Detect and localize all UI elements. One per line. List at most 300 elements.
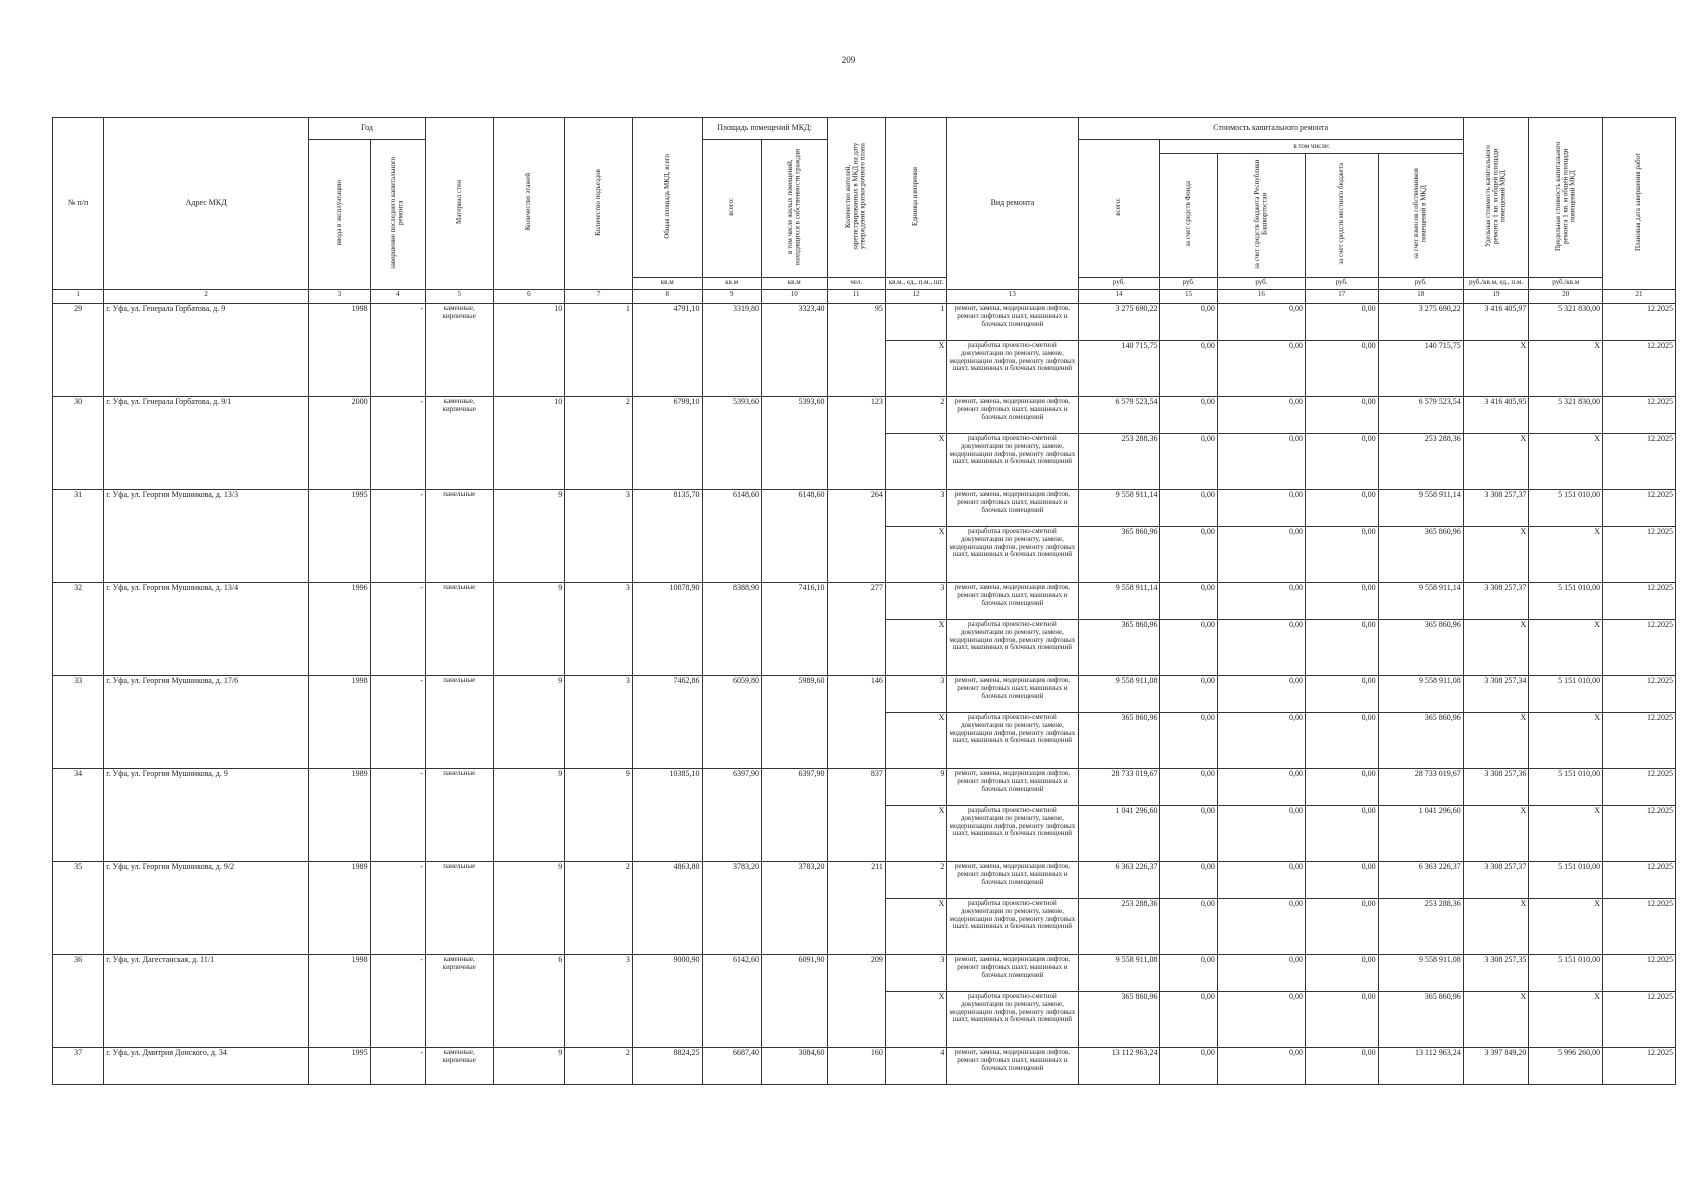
cost-fund-cell: 0,00 [1160,1047,1217,1084]
cost-republic-cell: 0,00 [1217,433,1305,489]
cost-owners-cell: 6 579 523,54 [1378,396,1463,433]
last-repair-cell: - [370,582,425,675]
col-owners-header: за счет взносов собственников помещений в МКД [1378,154,1463,278]
cost-total-cell: 9 558 911,08 [1078,675,1160,712]
unit-value-cell: 3 [885,582,946,619]
column-number-cell: 12 [885,289,946,303]
cost-fund-cell: 0,00 [1160,303,1217,340]
column-number-cell: 16 [1217,289,1305,303]
entrances-cell: 3 [565,582,633,675]
col-address-header: Адрес МКД [104,118,309,290]
year-commission-cell: 1998 [309,954,370,1047]
planned-date-cell: 12.2025 [1603,768,1676,805]
cost-owners-cell: 365 860,96 [1378,619,1463,675]
planned-date-cell: 12.2025 [1603,675,1676,712]
planned-date-cell: 12.2025 [1603,954,1676,991]
wall-material-cell: панельные [425,675,493,768]
cost-owners-cell: 365 860,96 [1378,712,1463,768]
col-cost-group-header: Стоимость капитального ремонта [1078,118,1463,140]
unit-cell: чел. [827,277,885,289]
address-cell: г. Уфа, ул. Георгия Мушникова, д. 9 [104,768,309,861]
repair-type-cell: разработка проектно-сметной документации по ремонту, замене, модернизации лифтов, ремонту лифтовых шахт, машинных и блочных помещений [947,712,1078,768]
wall-material-cell: каменные, кирпичные [425,954,493,1047]
cost-owners-cell: 253 288,36 [1378,433,1463,489]
row-number-cell: 35 [53,861,104,954]
residents-cell: 160 [827,1047,885,1084]
cost-fund-cell: 0,00 [1160,619,1217,675]
max-cost-cell: 5 151 010,00 [1529,489,1603,526]
cost-fund-cell: 0,00 [1160,582,1217,619]
capital-repair-table [52,117,1676,1085]
max-cost-cell: Х [1529,340,1603,396]
cost-local-cell: 0,00 [1305,805,1378,861]
entrances-cell: 3 [565,954,633,1047]
unit-cell: руб. [1305,277,1378,289]
specific-cost-cell: 3 308 257,37 [1463,582,1529,619]
cost-fund-cell: 0,00 [1160,433,1217,489]
repair-type-cell: ремонт, замена, модернизация лифтов, ремонт лифтовых шахт, машинных и блочных помещений [947,489,1078,526]
repair-type-cell: ремонт, замена, модернизация лифтов, ремонт лифтовых шахт, машинных и блочных помещений [947,582,1078,619]
max-cost-cell: Х [1529,898,1603,954]
column-number-cell: 4 [370,289,425,303]
cost-local-cell: 0,00 [1305,991,1378,1047]
planned-date-cell: 12.2025 [1603,619,1676,675]
cost-local-cell: 0,00 [1305,619,1378,675]
unit-value-cell: 3 [885,489,946,526]
cost-owners-cell: 3 275 690,22 [1378,303,1463,340]
cost-republic-cell: 0,00 [1217,954,1305,991]
premises-own-cell: 3084,60 [761,1047,827,1084]
cost-total-cell: 9 558 911,14 [1078,582,1160,619]
premises-total-cell: 6142,60 [702,954,761,1047]
floors-cell: 9 [493,582,565,675]
max-cost-cell: Х [1529,712,1603,768]
cost-total-cell: 1 041 296,60 [1078,805,1160,861]
specific-cost-cell: Х [1463,526,1529,582]
floors-cell: 9 [493,1047,565,1084]
planned-date-cell: 12.2025 [1603,433,1676,489]
cost-total-cell: 365 860,96 [1078,619,1160,675]
cost-fund-cell: 0,00 [1160,340,1217,396]
last-repair-cell: - [370,954,425,1047]
row-number-cell: 34 [53,768,104,861]
max-cost-cell: 5 151 010,00 [1529,861,1603,898]
residents-cell: 123 [827,396,885,489]
unit-cell: кв.м [702,277,761,289]
cost-owners-cell: 9 558 911,14 [1378,489,1463,526]
cost-fund-cell: 0,00 [1160,805,1217,861]
col-unit-header: Единица измерения [885,118,946,278]
max-cost-cell: Х [1529,526,1603,582]
cost-total-cell: 9 558 911,14 [1078,489,1160,526]
max-cost-cell: 5 321 830,00 [1529,396,1603,433]
col-specific-cost-header: Удельная стоимость капитального ремонта 1 кв. м общей площади помещений МКД [1463,118,1529,278]
unit-cell: руб. [1160,277,1217,289]
repair-type-cell: разработка проектно-сметной документации по ремонту, замене, модернизации лифтов, ремонту лифтовых шахт, машинных и блочных помещений [947,805,1078,861]
cost-republic-cell: 0,00 [1217,489,1305,526]
cost-local-cell: 0,00 [1305,898,1378,954]
row-number-cell: 31 [53,489,104,582]
specific-cost-cell: 3 416 405,95 [1463,396,1529,433]
column-number-cell: 11 [827,289,885,303]
last-repair-cell: - [370,489,425,582]
max-cost-cell: Х [1529,619,1603,675]
specific-cost-cell: 3 308 257,36 [1463,768,1529,805]
specific-cost-cell: Х [1463,898,1529,954]
max-cost-cell: 5 151 010,00 [1529,768,1603,805]
repair-type-cell: разработка проектно-сметной документации по ремонту, замене, модернизации лифтов, ремонту лифтовых шахт, машинных и блочных помещений [947,433,1078,489]
cost-republic-cell: 0,00 [1217,861,1305,898]
repair-type-cell: ремонт, замена, модернизация лифтов, ремонт лифтовых шахт, машинных и блочных помещений [947,303,1078,340]
cost-fund-cell: 0,00 [1160,954,1217,991]
column-number-cell: 17 [1305,289,1378,303]
table-row [53,489,1676,526]
address-cell: г. Уфа, ул. Генерала Горбатова, д. 9 [104,303,309,396]
unit-cell: кв.м [632,277,702,289]
cost-local-cell: 0,00 [1305,340,1378,396]
last-repair-cell: - [370,396,425,489]
cost-owners-cell: 28 733 019,67 [1378,768,1463,805]
floors-cell: 10 [493,303,565,396]
wall-material-cell: каменные, кирпичные [425,1047,493,1084]
planned-date-cell: 12.2025 [1603,1047,1676,1084]
column-number-cell: 7 [565,289,633,303]
premises-total-cell: 6397,90 [702,768,761,861]
table-row [53,768,1676,805]
unit-value-cell: 1 [885,303,946,340]
cost-republic-cell: 0,00 [1217,712,1305,768]
unit-cell: руб. [1078,277,1160,289]
last-repair-cell: - [370,768,425,861]
col-premises-total-header: всего: [702,140,761,278]
cost-total-cell: 6 579 523,54 [1078,396,1160,433]
row-number-cell: 29 [53,303,104,396]
max-cost-cell: 5 996 260,00 [1529,1047,1603,1084]
cost-local-cell: 0,00 [1305,526,1378,582]
unit-cell: руб. [1217,277,1305,289]
column-number-cell: 10 [761,289,827,303]
cost-republic-cell: 0,00 [1217,991,1305,1047]
cost-local-cell: 0,00 [1305,768,1378,805]
table-row [53,675,1676,712]
cost-total-cell: 253 288,36 [1078,898,1160,954]
entrances-cell: 1 [565,303,633,396]
specific-cost-cell: Х [1463,433,1529,489]
residents-cell: 837 [827,768,885,861]
cost-fund-cell: 0,00 [1160,768,1217,805]
specific-cost-cell: Х [1463,712,1529,768]
cost-owners-cell: 9 558 911,08 [1378,675,1463,712]
planned-date-cell: 12.2025 [1603,805,1676,861]
unit-value-cell: Х [885,340,946,396]
col-cost-total-header: всего: [1078,140,1160,278]
address-cell: г. Уфа, ул. Георгия Мушникова, д. 17/6 [104,675,309,768]
max-cost-cell: 5 151 010,00 [1529,954,1603,991]
unit-cell: руб./кв.м [1529,277,1603,289]
column-number-cell: 1 [53,289,104,303]
planned-date-cell: 12.2025 [1603,861,1676,898]
page-number: 209 [841,55,856,65]
column-number-cell: 14 [1078,289,1160,303]
repair-type-cell: разработка проектно-сметной документации по ремонту, замене, модернизации лифтов, ремонту лифтовых шахт, машинных и блочных помещений [947,340,1078,396]
premises-own-cell: 3323,40 [761,303,827,396]
cost-fund-cell: 0,00 [1160,396,1217,433]
total-area-cell: 8135,70 [632,489,702,582]
unit-value-cell: Х [885,898,946,954]
premises-own-cell: 7416,10 [761,582,827,675]
unit-value-cell: 3 [885,675,946,712]
last-repair-cell: - [370,303,425,396]
table-row [53,303,1676,340]
unit-value-cell: Х [885,991,946,1047]
repair-type-cell: ремонт, замена, модернизация лифтов, ремонт лифтовых шахт, машинных и блочных помещений [947,954,1078,991]
col-year-last-repair-header: завершение последнего капитального ремонта [370,140,425,290]
cost-total-cell: 140 715,75 [1078,340,1160,396]
col-premises-own-header: в том числе жилых помещений, находящихся в собственности граждан [761,140,827,278]
cost-fund-cell: 0,00 [1160,489,1217,526]
col-premises-group-header: Площадь помещений МКД: [702,118,827,140]
cost-local-cell: 0,00 [1305,582,1378,619]
cost-owners-cell: 9 558 911,08 [1378,954,1463,991]
residents-cell: 211 [827,861,885,954]
unit-value-cell: Х [885,805,946,861]
entrances-cell: 9 [565,768,633,861]
repair-type-cell: разработка проектно-сметной документации по ремонту, замене, модернизации лифтов, ремонту лифтовых шахт, машинных и блочных помещений [947,898,1078,954]
address-cell: г. Уфа, ул. Генерала Горбатова, д. 9/1 [104,396,309,489]
table-row [53,396,1676,433]
cost-republic-cell: 0,00 [1217,396,1305,433]
premises-total-cell: 3319,80 [702,303,761,396]
column-number-cell: 13 [947,289,1078,303]
unit-cell: кв.м., ед., п.м., шт. [885,277,946,289]
cost-local-cell: 0,00 [1305,861,1378,898]
planned-date-cell: 12.2025 [1603,712,1676,768]
total-area-cell: 6799,10 [632,396,702,489]
wall-material-cell: панельные [425,582,493,675]
repair-type-cell: ремонт, замена, модернизация лифтов, ремонт лифтовых шахт, машинных и блочных помещений [947,768,1078,805]
cost-local-cell: 0,00 [1305,396,1378,433]
year-commission-cell: 2000 [309,396,370,489]
year-commission-cell: 1995 [309,489,370,582]
total-area-cell: 8824,25 [632,1047,702,1084]
row-number-cell: 30 [53,396,104,489]
max-cost-cell: 5 321 830,00 [1529,303,1603,340]
col-local-budget-header: за счет средств местного бюджета [1305,154,1378,278]
year-commission-cell: 1998 [309,675,370,768]
column-number-cell: 2 [104,289,309,303]
unit-value-cell: 2 [885,861,946,898]
unit-value-cell: 2 [885,396,946,433]
last-repair-cell: - [370,861,425,954]
max-cost-cell: Х [1529,991,1603,1047]
cost-owners-cell: 13 112 963,24 [1378,1047,1463,1084]
cost-republic-cell: 0,00 [1217,526,1305,582]
col-max-cost-header: Предельная стоимость капитального ремонта 1 кв. м общей площади помещений МКД [1529,118,1603,278]
cost-local-cell: 0,00 [1305,489,1378,526]
cost-republic-cell: 0,00 [1217,619,1305,675]
address-cell: г. Уфа, ул. Дагестанская, д. 11/1 [104,954,309,1047]
residents-cell: 146 [827,675,885,768]
entrances-cell: 2 [565,861,633,954]
max-cost-cell: 5 151 010,00 [1529,675,1603,712]
total-area-cell: 9000,90 [632,954,702,1047]
planned-date-cell: 12.2025 [1603,303,1676,340]
wall-material-cell: панельные [425,861,493,954]
col-residents-header: Количество жителей, зарегистрированных в МКД на дату утверждения краткосрочного плана [827,118,885,278]
column-number-cell: 8 [632,289,702,303]
last-repair-cell: - [370,675,425,768]
col-year-commission-header: ввода в эксплуатацию [309,140,370,290]
residents-cell: 277 [827,582,885,675]
address-cell: г. Уфа, ул. Георгия Мушникова, д. 9/2 [104,861,309,954]
cost-owners-cell: 1 041 296,60 [1378,805,1463,861]
unit-value-cell: Х [885,526,946,582]
cost-fund-cell: 0,00 [1160,526,1217,582]
repair-type-cell: разработка проектно-сметной документации по ремонту, замене, модернизации лифтов, ремонту лифтовых шахт, машинных и блочных помещений [947,526,1078,582]
total-area-cell: 10878,90 [632,582,702,675]
column-number-cell: 19 [1463,289,1529,303]
cost-total-cell: 365 860,96 [1078,526,1160,582]
address-cell: г. Уфа, ул. Дмитрия Донского, д. 34 [104,1047,309,1084]
planned-date-cell: 12.2025 [1603,489,1676,526]
planned-date-cell: 12.2025 [1603,991,1676,1047]
repair-type-cell: ремонт, замена, модернизация лифтов, ремонт лифтовых шахт, машинных и блочных помещений [947,1047,1078,1084]
entrances-cell: 2 [565,1047,633,1084]
col-floors-header: Количество этажей [493,118,565,290]
cost-total-cell: 9 558 911,08 [1078,954,1160,991]
cost-republic-cell: 0,00 [1217,768,1305,805]
total-area-cell: 10385,10 [632,768,702,861]
residents-cell: 209 [827,954,885,1047]
table-row [53,861,1676,898]
premises-own-cell: 5393,60 [761,396,827,489]
wall-material-cell: каменные, кирпичные [425,396,493,489]
col-fund-header: за счет средств Фонда [1160,154,1217,278]
cost-total-cell: 13 112 963,24 [1078,1047,1160,1084]
cost-local-cell: 0,00 [1305,1047,1378,1084]
address-cell: г. Уфа, ул. Георгия Мушникова, д. 13/3 [104,489,309,582]
planned-date-cell: 12.2025 [1603,582,1676,619]
premises-own-cell: 6091,90 [761,954,827,1047]
year-commission-cell: 1989 [309,861,370,954]
table-row [53,954,1676,991]
cost-fund-cell: 0,00 [1160,898,1217,954]
planned-date-cell: 12.2025 [1603,526,1676,582]
entrances-cell: 3 [565,489,633,582]
premises-own-cell: 5989,60 [761,675,827,768]
premises-own-cell: 6397,90 [761,768,827,861]
row-number-cell: 37 [53,1047,104,1084]
planned-date-cell: 12.2025 [1603,898,1676,954]
last-repair-cell: - [370,1047,425,1084]
year-commission-cell: 1998 [309,303,370,396]
wall-material-cell: каменные, кирпичные [425,303,493,396]
specific-cost-cell: 3 308 257,35 [1463,954,1529,991]
year-commission-cell: 1995 [309,1047,370,1084]
premises-total-cell: 6148,60 [702,489,761,582]
col-including-header: в том числе: [1160,140,1463,154]
premises-total-cell: 6059,80 [702,675,761,768]
address-cell: г. Уфа, ул. Георгия Мушникова, д. 13/4 [104,582,309,675]
premises-total-cell: 3783,20 [702,861,761,954]
column-number-cell: 15 [1160,289,1217,303]
table-row [53,1047,1676,1084]
col-planned-date-header: Плановая дата завершения работ [1603,118,1676,290]
row-number-cell: 36 [53,954,104,1047]
column-number-cell: 3 [309,289,370,303]
cost-fund-cell: 0,00 [1160,991,1217,1047]
specific-cost-cell: 3 397 849,20 [1463,1047,1529,1084]
repair-type-cell: ремонт, замена, модернизация лифтов, ремонт лифтовых шахт, машинных и блочных помещений [947,675,1078,712]
repair-type-cell: разработка проектно-сметной документации по ремонту, замене, модернизации лифтов, ремонту лифтовых шахт, машинных и блочных помещений [947,619,1078,675]
cost-total-cell: 3 275 690,22 [1078,303,1160,340]
unit-cell: руб./кв.м, ед., п.м. [1463,277,1529,289]
col-material-header: Материал стен [425,118,493,290]
cost-republic-cell: 0,00 [1217,675,1305,712]
unit-cell: руб. [1378,277,1463,289]
cost-republic-cell: 0,00 [1217,340,1305,396]
cost-total-cell: 365 860,96 [1078,991,1160,1047]
cost-owners-cell: 140 715,75 [1378,340,1463,396]
premises-total-cell: 5393,60 [702,396,761,489]
column-number-cell: 18 [1378,289,1463,303]
wall-material-cell: панельные [425,489,493,582]
repair-type-cell: ремонт, замена, модернизация лифтов, ремонт лифтовых шахт, машинных и блочных помещений [947,861,1078,898]
col-total-area-header: Общая площадь МКД, всего [632,118,702,278]
column-number-cell: 21 [1603,289,1676,303]
cost-total-cell: 28 733 019,67 [1078,768,1160,805]
cost-local-cell: 0,00 [1305,433,1378,489]
cost-owners-cell: 6 363 226,37 [1378,861,1463,898]
cost-total-cell: 6 363 226,37 [1078,861,1160,898]
cost-republic-cell: 0,00 [1217,582,1305,619]
row-number-cell: 33 [53,675,104,768]
planned-date-cell: 12.2025 [1603,340,1676,396]
unit-value-cell: Х [885,619,946,675]
floors-cell: 10 [493,396,565,489]
repair-type-cell: ремонт, замена, модернизация лифтов, ремонт лифтовых шахт, машинных и блочных помещений [947,396,1078,433]
entrances-cell: 2 [565,396,633,489]
repair-type-cell: разработка проектно-сметной документации по ремонту, замене, модернизации лифтов, ремонту лифтовых шахт, машинных и блочных помещений [947,991,1078,1047]
premises-own-cell: 3783,20 [761,861,827,954]
premises-total-cell: 8388,90 [702,582,761,675]
total-area-cell: 7462,86 [632,675,702,768]
cost-fund-cell: 0,00 [1160,675,1217,712]
cost-owners-cell: 365 860,96 [1378,991,1463,1047]
column-number-cell: 20 [1529,289,1603,303]
max-cost-cell: 5 151 010,00 [1529,582,1603,619]
col-entrances-header: Количество подъездов [565,118,633,290]
floors-cell: 9 [493,489,565,582]
column-number-cell: 6 [493,289,565,303]
cost-fund-cell: 0,00 [1160,861,1217,898]
residents-cell: 264 [827,489,885,582]
unit-value-cell: Х [885,712,946,768]
col-republic-budget-header: за счет средств бюджета Республики Башкортостан [1217,154,1305,278]
specific-cost-cell: 3 308 257,37 [1463,489,1529,526]
unit-cell: кв.м [761,277,827,289]
column-number-cell: 5 [425,289,493,303]
col-year-group-header: Год [309,118,426,140]
specific-cost-cell: Х [1463,805,1529,861]
wall-material-cell: панельные [425,768,493,861]
cost-local-cell: 0,00 [1305,712,1378,768]
col-repair-type-header: Вид ремонта [947,118,1078,290]
planned-date-cell: 12.2025 [1603,396,1676,433]
unit-value-cell: 3 [885,954,946,991]
row-number-cell: 32 [53,582,104,675]
cost-republic-cell: 0,00 [1217,898,1305,954]
